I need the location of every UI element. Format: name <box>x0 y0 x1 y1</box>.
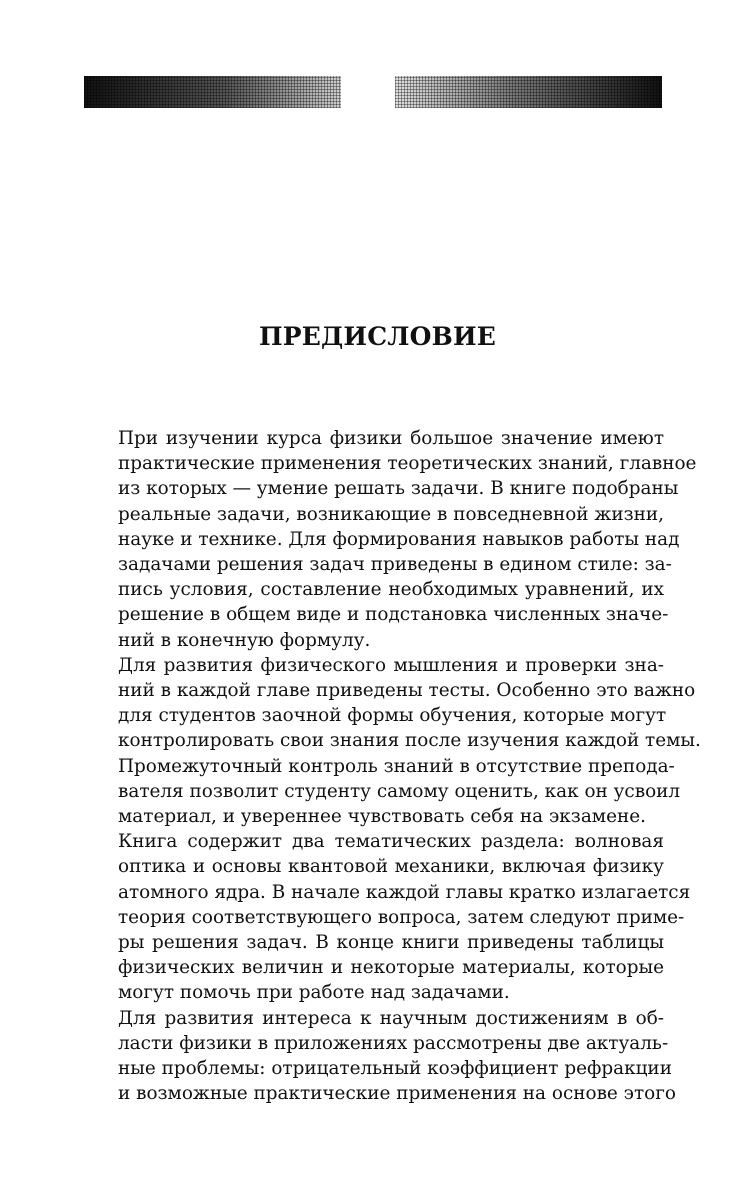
header-bar-right-segment <box>395 76 662 108</box>
text-line: материал, и увереннее чувствовать себя на экзамене. <box>118 806 646 828</box>
text-line: реальные задачи, возникающие в повседневной жизни, <box>118 503 664 525</box>
header-bar-left-segment <box>84 76 341 108</box>
text-line: практические применения теоретических знаний, главное <box>118 453 697 475</box>
paragraph <box>84 829 691 1005</box>
text-line: могут помочь при работе над задачами. <box>118 982 510 1004</box>
paragraph <box>84 426 697 653</box>
header-decorative-bar <box>84 76 662 108</box>
text-line: вателя позволит студенту самому оценить, как он усвоил <box>118 780 681 802</box>
text-line: Книга содержит два тематических раздела: волновая <box>118 831 664 853</box>
header-bar-gap <box>341 76 395 108</box>
paragraph <box>84 1006 676 1107</box>
text-line: для студентов заочной формы обучения, которые могут <box>118 705 667 727</box>
text-line: пись условия, составление необходимых уравнений, их <box>118 579 664 601</box>
text-line: ры решения задач. В конце книги приведены таблицы <box>118 932 664 954</box>
text-line: При изучении курса физики большое значение имеют <box>118 428 664 449</box>
text-line: атомного ядра. В начале каждой главы кратко излагается <box>118 881 691 903</box>
text-line: решение в общем виде и подстановка численных значе- <box>118 604 669 626</box>
text-line: теория соответствующего вопроса, затем следуют приме- <box>118 906 685 928</box>
text-line: ний в конечную формулу. <box>118 629 371 651</box>
preface-body <box>84 426 701 1106</box>
text-line: контролировать свои знания после изучения каждой темы. <box>118 730 701 752</box>
text-line: и возможные практические применения на основе этого <box>118 1083 676 1105</box>
text-line: задачами решения задач приведены в едином стиле: за- <box>118 554 672 576</box>
text-line: оптика и основы квантовой механики, включая физику <box>118 856 664 878</box>
text-line: Для развития интереса к научным достижениям в об- <box>118 1007 664 1029</box>
text-line: ласти физики в приложениях рассмотрены две актуаль- <box>118 1032 669 1054</box>
paragraph <box>84 653 701 829</box>
text-line: науке и технике. Для формирования навыков работы над <box>118 528 680 550</box>
text-line: Промежуточный контроль знаний в отсутствие препода- <box>118 755 675 777</box>
page-title: ПРЕДИСЛОВИЕ <box>258 322 497 351</box>
text-line: Для развития физического мышления и проверки зна- <box>118 654 664 676</box>
text-line: из которых — умение решать задачи. В книге подобраны <box>118 478 679 500</box>
text-line: физических величин и некоторые материалы, которые <box>118 957 664 979</box>
text-line: ные проблемы: отрицательный коэффициент рефракции <box>118 1058 672 1080</box>
text-line: ний в каждой главе приведены тесты. Особенно это важно <box>118 680 696 702</box>
